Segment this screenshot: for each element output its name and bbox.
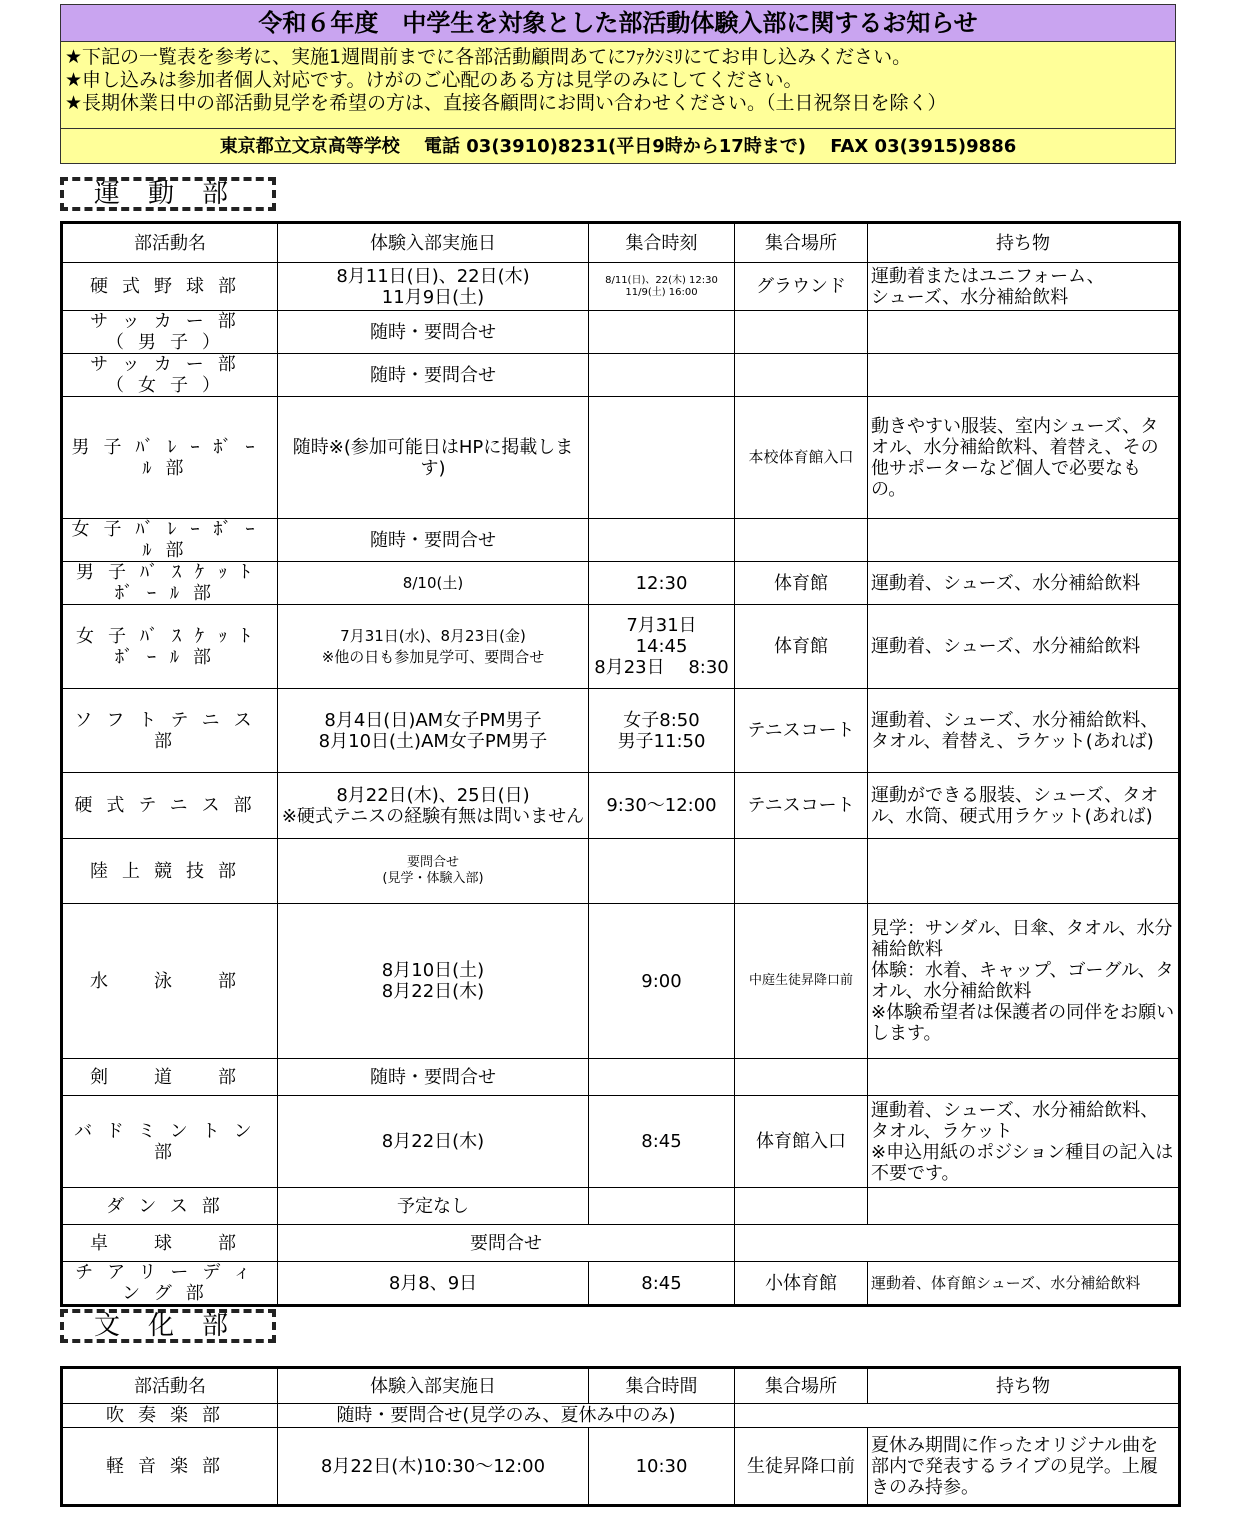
time-cell: 8:45 bbox=[589, 1096, 735, 1188]
time-cell: 9:00 bbox=[589, 904, 735, 1059]
table-row bbox=[62, 1096, 1180, 1188]
column-header: 体験入部実施日 bbox=[278, 1368, 589, 1404]
place-cell bbox=[735, 519, 868, 562]
date-cell: 8月11日(日)、22日(木) 11月9日(土) bbox=[278, 263, 589, 311]
table-row bbox=[62, 1188, 1180, 1225]
club-name-cell: チアリーディング部 bbox=[62, 1262, 278, 1306]
items-cell: 運動着、シューズ、水分補給飲料、タオル、着替え、ラケット(あれば) bbox=[868, 689, 1180, 773]
place-cell bbox=[735, 1188, 868, 1225]
sports-table bbox=[60, 221, 1181, 1307]
column-header: 集合場所 bbox=[735, 223, 868, 263]
items-cell bbox=[868, 1188, 1180, 1225]
time-cell: 7月31日 14:45 8月23日 8:30 bbox=[589, 605, 735, 689]
place-cell bbox=[735, 354, 868, 397]
table-row bbox=[62, 773, 1180, 839]
date-cell: 要問合せ (見学・体験入部) bbox=[278, 839, 589, 904]
place-cell bbox=[735, 1059, 868, 1096]
table-row bbox=[62, 1428, 1180, 1506]
date-cell: 要問合せ bbox=[278, 1225, 735, 1262]
column-header: 集合時間 bbox=[589, 1368, 735, 1404]
notice-line: ★申し込みは参加者個人対応です。けがのご心配のある方は見学のみにしてください。 bbox=[65, 69, 803, 91]
items-cell: 夏休み期間に作ったオリジナル曲を部内で発表するライブの見学。上履きのみ持参。 bbox=[868, 1428, 1180, 1506]
club-name-cell: 陸上競技部 bbox=[62, 839, 278, 904]
items-cell bbox=[868, 1059, 1180, 1096]
table-row bbox=[62, 562, 1180, 605]
date-cell: 予定なし bbox=[278, 1188, 589, 1225]
table-row bbox=[62, 689, 1180, 773]
table-row bbox=[62, 519, 1180, 562]
place-cell: 体育館 bbox=[735, 562, 868, 605]
table-row bbox=[62, 1404, 1180, 1428]
date-cell: 8月8、9日 bbox=[278, 1262, 589, 1306]
club-name-cell: 男子ﾊﾞﾚｰﾎﾞｰﾙ部 bbox=[62, 397, 278, 519]
items-cell: 運動着、シューズ、水分補給飲料、タオル、ラケット ※申込用紙のポジション種目の記入は不要です。 bbox=[868, 1096, 1180, 1188]
items-cell: 運動着またはユニフォーム、 シューズ、水分補給飲料 bbox=[868, 263, 1180, 311]
place-cell: 本校体育館入口 bbox=[735, 397, 868, 519]
column-header: 部活動名 bbox=[62, 1368, 278, 1404]
column-header: 集合時刻 bbox=[589, 223, 735, 263]
time-cell bbox=[589, 354, 735, 397]
culture-table bbox=[60, 1366, 1181, 1507]
club-name-cell: 吹奏楽部 bbox=[62, 1404, 278, 1428]
time-cell bbox=[589, 397, 735, 519]
time-cell: 9:30～12:00 bbox=[589, 773, 735, 839]
column-header: 持ち物 bbox=[868, 1368, 1180, 1404]
items-cell: 運動着、体育館シューズ、水分補給飲料 bbox=[868, 1262, 1180, 1306]
club-name-cell: サッカー部（男子） bbox=[62, 311, 278, 354]
place-cell: 小体育館 bbox=[735, 1262, 868, 1306]
place-cell: 生徒昇降口前 bbox=[735, 1428, 868, 1506]
date-cell: 随時・要問合せ bbox=[278, 519, 589, 562]
table-row bbox=[62, 354, 1180, 397]
items-cell bbox=[868, 354, 1180, 397]
club-name-cell: 女子ﾊﾞﾚｰﾎﾞｰﾙ部 bbox=[62, 519, 278, 562]
items-cell: 動きやすい服装、室内シューズ、タオル、水分補給飲料、着替え、その他サポーターなど個人で必要なもの。 bbox=[868, 397, 1180, 519]
time-cell: 12:30 bbox=[589, 562, 735, 605]
date-cell: 8月22日(木)10:30～12:00 bbox=[278, 1428, 589, 1506]
date-cell: 8月4日(日)AM女子PM男子 8月10日(土)AM女子PM男子 bbox=[278, 689, 589, 773]
notice-line: ★下記の一覧表を参考に、実施1週間前までに各部活動顧問あてにﾌｧｸｼﾐﾘにてお申し込みください。 bbox=[65, 46, 912, 68]
time-cell bbox=[589, 1188, 735, 1225]
notice-line: ★長期休業日中の部活動見学を希望の方は、直接各顧問にお問い合わせください。（土日祝祭日を除く） bbox=[65, 92, 947, 114]
time-cell bbox=[589, 1059, 735, 1096]
place-cell: 中庭生徒昇降口前 bbox=[735, 904, 868, 1059]
items-cell: 見学：サンダル、日傘、タオル、水分補給飲料 体験：水着、キャップ、ゴーグル、タオル、水分補給飲料 ※体験希望者は保護者の同伴をお願いします。 bbox=[868, 904, 1180, 1059]
place-cell: テニスコート bbox=[735, 773, 868, 839]
time-cell: 10:30 bbox=[589, 1428, 735, 1506]
table-row bbox=[62, 397, 1180, 519]
club-name-cell: 剣 道 部 bbox=[62, 1059, 278, 1096]
time-cell: 女子8:50 男子11:50 bbox=[589, 689, 735, 773]
column-header: 部活動名 bbox=[62, 223, 278, 263]
table-row bbox=[62, 904, 1180, 1059]
table-row bbox=[62, 605, 1180, 689]
items-cell bbox=[868, 519, 1180, 562]
club-name-cell: バドミントン部 bbox=[62, 1096, 278, 1188]
date-cell: 随時・要問合せ bbox=[278, 354, 589, 397]
club-name-cell: 卓 球 部 bbox=[62, 1225, 278, 1262]
place-cell: 体育館入口 bbox=[735, 1096, 868, 1188]
date-cell: 7月31日(水)、8月23日(金) ※他の日も参加見学可、要問合せ bbox=[278, 605, 589, 689]
notice-box bbox=[60, 42, 1176, 164]
items-cell: 運動着、シューズ、水分補給飲料 bbox=[868, 562, 1180, 605]
column-header: 体験入部実施日 bbox=[278, 223, 589, 263]
items-cell: 運動着、シューズ、水分補給飲料 bbox=[868, 605, 1180, 689]
items-cell bbox=[868, 311, 1180, 354]
club-name-cell: 女子ﾊﾞｽｹｯﾄﾎﾞｰﾙ部 bbox=[62, 605, 278, 689]
date-cell: 8/10(土) bbox=[278, 562, 589, 605]
date-cell: 8月22日(木)、25日(日) ※硬式テニスの経験有無は問いません bbox=[278, 773, 589, 839]
notice-lines bbox=[61, 42, 1175, 129]
place-cell: 体育館 bbox=[735, 605, 868, 689]
time-cell bbox=[589, 519, 735, 562]
time-cell bbox=[589, 311, 735, 354]
table-row bbox=[62, 1059, 1180, 1096]
table-row bbox=[62, 311, 1180, 354]
school-contact: 東京都立文京高等学校 電話 03(3910)8231(平日9時から17時まで) FAX 03(3915)9886 bbox=[219, 136, 1017, 157]
items-cell bbox=[868, 839, 1180, 904]
place-cell bbox=[735, 839, 868, 904]
time-cell: 8/11(日)、22(木) 12:30 11/9(土) 16:00 bbox=[589, 263, 735, 311]
table-row bbox=[62, 263, 1180, 311]
date-cell: 8月22日(木) bbox=[278, 1096, 589, 1188]
club-name-cell: 水 泳 部 bbox=[62, 904, 278, 1059]
time-cell bbox=[589, 839, 735, 904]
table-row bbox=[62, 839, 1180, 904]
date-cell: 8月10日(土) 8月22日(木) bbox=[278, 904, 589, 1059]
club-name-cell: 軽音楽部 bbox=[62, 1428, 278, 1506]
place-cell: テニスコート bbox=[735, 689, 868, 773]
items-cell: 運動ができる服装、シューズ、タオル、水筒、硬式用ラケット(あれば) bbox=[868, 773, 1180, 839]
date-cell: 随時・要問合せ bbox=[278, 1059, 589, 1096]
date-cell: 随時・要問合せ(見学のみ、夏休み中のみ) bbox=[278, 1404, 735, 1428]
table-row bbox=[62, 1225, 1180, 1262]
club-name-cell: 男子ﾊﾞｽｹｯﾄﾎﾞｰﾙ部 bbox=[62, 562, 278, 605]
column-header: 集合場所 bbox=[735, 1368, 868, 1404]
club-name-cell: ソフトテニス部 bbox=[62, 689, 278, 773]
club-name-cell: サッカー部（女子） bbox=[62, 354, 278, 397]
place-cell bbox=[735, 311, 868, 354]
page-title: 令和６年度 中学生を対象とした部活動体験入部に関するお知らせ bbox=[60, 4, 1176, 42]
club-name-cell: 硬式テニス部 bbox=[62, 773, 278, 839]
club-name-cell: 硬式野球部 bbox=[62, 263, 278, 311]
time-cell: 8:45 bbox=[589, 1262, 735, 1306]
place-cell: グラウンド bbox=[735, 263, 868, 311]
table-header-row bbox=[62, 223, 1180, 263]
table-row bbox=[62, 1262, 1180, 1306]
date-cell: 随時※(参加可能日はHPに掲載します) bbox=[278, 397, 589, 519]
table-header-row bbox=[62, 1368, 1180, 1404]
column-header: 持ち物 bbox=[868, 223, 1180, 263]
culture-section-label: 文化部 bbox=[60, 1309, 276, 1343]
club-name-cell: ダンス部 bbox=[62, 1188, 278, 1225]
sports-section-label: 運動部 bbox=[60, 177, 276, 211]
date-cell: 随時・要問合せ bbox=[278, 311, 589, 354]
